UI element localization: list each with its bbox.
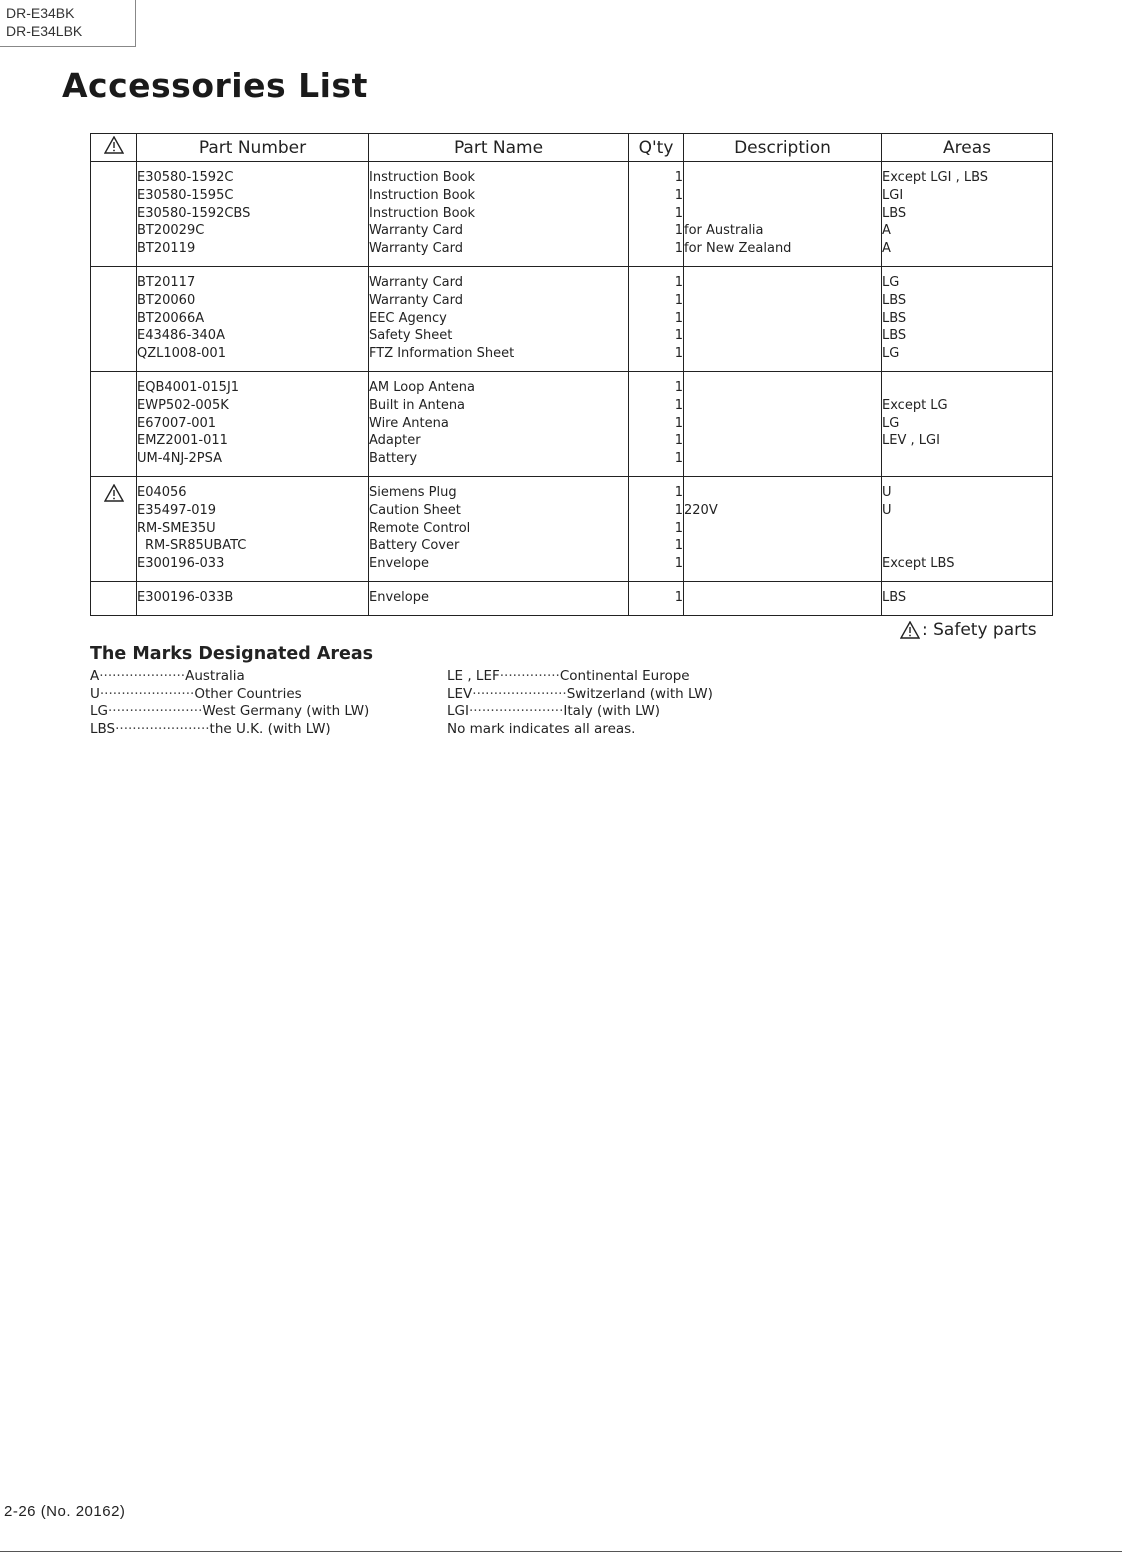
legend-label: Italy (with LW) bbox=[563, 703, 661, 719]
description-text bbox=[684, 415, 881, 433]
model-number-box bbox=[0, 0, 136, 47]
legend-item bbox=[447, 668, 713, 686]
qty-text: 1 bbox=[674, 292, 683, 308]
description-text bbox=[684, 169, 881, 187]
areas-text: U bbox=[882, 502, 892, 518]
legend-left-column bbox=[90, 668, 369, 738]
part-number-text: RM-SR85UBATC bbox=[145, 538, 247, 554]
description-text: for New Zealand bbox=[684, 241, 792, 257]
qty-text: 1 bbox=[674, 346, 683, 362]
qty-text: 1 bbox=[674, 241, 683, 257]
areas-cell bbox=[882, 581, 1053, 615]
part-name-text: Instruction Book bbox=[369, 170, 476, 185]
areas-cell bbox=[882, 266, 1053, 371]
description-cell bbox=[684, 476, 882, 581]
legend-item bbox=[90, 703, 369, 721]
part-number-text: BT20029C bbox=[137, 223, 205, 239]
part-name-text: Remote Control bbox=[369, 520, 471, 536]
legend-label: Switzerland (with LW) bbox=[566, 685, 713, 702]
areas-text: Except LBS bbox=[882, 556, 955, 572]
part-number-text: E04056 bbox=[137, 484, 187, 500]
areas-text: LEV , LGI bbox=[882, 433, 940, 449]
areas-text: LBS bbox=[882, 310, 907, 326]
safety-mark-cell bbox=[91, 581, 137, 615]
table-header-row bbox=[91, 134, 1053, 162]
part-name-text: FTZ Information Sheet bbox=[369, 346, 515, 362]
accessories-table bbox=[90, 133, 1053, 616]
areas-text: U bbox=[882, 484, 892, 500]
description-header: Description bbox=[684, 134, 882, 162]
part-number-text: E300196-033 bbox=[137, 556, 225, 572]
safety-mark-cell bbox=[91, 476, 137, 581]
part-name-text: Envelope bbox=[369, 589, 429, 605]
warning-triangle-icon bbox=[900, 621, 920, 639]
warning-triangle-icon bbox=[104, 484, 124, 502]
legend-label: the U.K. (with LW) bbox=[209, 720, 331, 737]
qty-text: 1 bbox=[674, 589, 683, 605]
areas-cell bbox=[882, 162, 1053, 267]
qty-text: 1 bbox=[674, 433, 683, 449]
part-number-text: BT20117 bbox=[137, 274, 196, 290]
areas-text: A bbox=[882, 223, 891, 239]
description-text: 220V bbox=[684, 502, 718, 518]
warning-triangle-icon bbox=[104, 136, 124, 154]
qty-text: 1 bbox=[674, 502, 683, 518]
part-name-text: Instruction Book bbox=[369, 205, 476, 221]
areas-text: LGI bbox=[882, 187, 904, 203]
safety-parts-note bbox=[900, 620, 1037, 640]
part-name-cell bbox=[369, 162, 629, 267]
legend-item bbox=[90, 668, 369, 686]
part-number-text: E300196-033B bbox=[137, 589, 234, 605]
part-name-header: Part Name bbox=[369, 134, 629, 162]
safety-mark-cell bbox=[91, 371, 137, 476]
part-name-text: Warranty Card bbox=[369, 274, 463, 290]
safety-parts-text: : Safety parts bbox=[922, 620, 1037, 640]
safety-mark-cell bbox=[91, 266, 137, 371]
legend-dots: ······················ bbox=[99, 685, 195, 702]
part-number-text: RM-SME35U bbox=[137, 520, 216, 536]
part-name-text: AM Loop Antena bbox=[369, 379, 475, 395]
part-number-cell bbox=[137, 371, 369, 476]
qty-text: 1 bbox=[674, 556, 683, 572]
description-cell bbox=[684, 371, 882, 476]
description-text bbox=[684, 327, 881, 345]
table-row-group bbox=[91, 476, 1053, 581]
part-name-text: Wire Antena bbox=[369, 415, 449, 431]
legend-right-column bbox=[447, 668, 713, 738]
legend-dots: ······················ bbox=[472, 685, 567, 702]
part-number-header: Part Number bbox=[137, 134, 369, 162]
areas-text: Except LG bbox=[882, 397, 948, 413]
description-text bbox=[684, 310, 881, 328]
description-text bbox=[684, 397, 881, 415]
safety-mark-header bbox=[91, 134, 137, 162]
qty-text: 1 bbox=[674, 520, 683, 536]
legend-code: LE , LEF bbox=[447, 668, 500, 684]
table-row-group bbox=[91, 581, 1053, 615]
legend-item bbox=[447, 686, 713, 704]
legend-dots: ·············· bbox=[499, 668, 560, 684]
description-text bbox=[684, 379, 881, 397]
qty-text: 1 bbox=[674, 451, 683, 467]
description-cell bbox=[684, 266, 882, 371]
qty-text: 1 bbox=[674, 328, 683, 344]
part-name-cell bbox=[369, 476, 629, 581]
page-title: Accessories List bbox=[62, 66, 368, 105]
areas-text bbox=[882, 537, 1052, 555]
legend-item bbox=[90, 686, 369, 704]
table-body bbox=[91, 162, 1053, 616]
legend-dots: ······················ bbox=[115, 720, 210, 737]
part-number-text: E43486-340A bbox=[137, 328, 225, 344]
table-row-group bbox=[91, 371, 1053, 476]
description-text: for Australia bbox=[684, 223, 764, 239]
description-text bbox=[684, 484, 881, 502]
legend-code: LG bbox=[90, 703, 108, 719]
legend-dots: ···················· bbox=[99, 668, 186, 684]
areas-header: Areas bbox=[882, 134, 1053, 162]
qty-text: 1 bbox=[674, 484, 683, 500]
qty-text: 1 bbox=[674, 170, 683, 185]
qty-cell bbox=[629, 581, 684, 615]
part-name-text: Battery Cover bbox=[369, 538, 460, 554]
qty-cell bbox=[629, 162, 684, 267]
areas-text: LBS bbox=[882, 328, 907, 344]
legend-dots: ······················ bbox=[107, 703, 203, 719]
areas-text bbox=[882, 450, 1052, 468]
description-text bbox=[684, 555, 881, 573]
safety-mark-cell bbox=[91, 162, 137, 267]
part-name-text: EEC Agency bbox=[369, 310, 447, 326]
part-name-text: Warranty Card bbox=[369, 223, 463, 239]
part-number-cell bbox=[137, 581, 369, 615]
legend-dots: ······················ bbox=[468, 703, 564, 719]
description-text bbox=[684, 589, 881, 607]
part-name-cell bbox=[369, 371, 629, 476]
part-name-text: Built in Antena bbox=[369, 397, 466, 413]
part-number-text: UM-4NJ-2PSA bbox=[137, 451, 222, 467]
legend-item bbox=[90, 721, 369, 739]
description-text bbox=[684, 274, 881, 292]
legend-code: A bbox=[90, 668, 100, 684]
areas-text: LG bbox=[882, 346, 900, 362]
part-number-cell bbox=[137, 266, 369, 371]
qty-text: 1 bbox=[674, 379, 683, 395]
page-number: 2-26 (No. 20162) bbox=[4, 1503, 126, 1520]
description-cell bbox=[684, 581, 882, 615]
qty-text: 1 bbox=[674, 274, 683, 290]
areas-text: Except LGI , LBS bbox=[882, 170, 989, 185]
description-text bbox=[684, 292, 881, 310]
table-row-group bbox=[91, 162, 1053, 267]
part-number-text: EQB4001-015J1 bbox=[137, 379, 240, 395]
legend-code: LGI bbox=[447, 703, 469, 719]
part-number-text: BT20060 bbox=[137, 292, 196, 308]
description-text bbox=[684, 345, 881, 363]
part-name-text: Caution Sheet bbox=[369, 502, 461, 518]
qty-cell bbox=[629, 371, 684, 476]
part-number-cell bbox=[137, 476, 369, 581]
legend-label: Continental Europe bbox=[559, 668, 690, 684]
areas-text: LBS bbox=[882, 589, 907, 605]
part-name-text: Warranty Card bbox=[369, 241, 463, 257]
model-number-1: DR-E34BK bbox=[6, 5, 75, 21]
part-number-text: BT20119 bbox=[137, 241, 196, 257]
areas-text bbox=[882, 520, 1052, 538]
qty-text: 1 bbox=[674, 415, 683, 431]
legend-label: Other Countries bbox=[194, 685, 302, 702]
legend-code: U bbox=[90, 685, 100, 702]
legend-label: West Germany (with LW) bbox=[202, 703, 370, 719]
areas-text: LG bbox=[882, 415, 900, 431]
qty-text: 1 bbox=[674, 310, 683, 326]
description-text bbox=[684, 205, 881, 223]
part-number-text: BT20066A bbox=[137, 310, 205, 326]
qty-cell bbox=[629, 476, 684, 581]
legend-code: LEV bbox=[447, 685, 473, 702]
qty-text: 1 bbox=[674, 397, 683, 413]
part-number-text: EMZ2001-011 bbox=[137, 433, 228, 449]
part-name-cell bbox=[369, 581, 629, 615]
description-text bbox=[684, 432, 881, 450]
part-number-text: EWP502-005K bbox=[137, 397, 229, 413]
qty-header: Q'ty bbox=[629, 134, 684, 162]
part-number-text: E30580-1592CBS bbox=[137, 205, 251, 221]
part-number-cell bbox=[137, 162, 369, 267]
legend-label: Australia bbox=[185, 668, 245, 684]
part-name-text: Adapter bbox=[369, 433, 421, 449]
legend-item bbox=[447, 703, 713, 721]
part-name-text: Battery bbox=[369, 451, 418, 467]
part-number-text: E67007-001 bbox=[137, 415, 217, 431]
part-number-text: E30580-1592C bbox=[137, 170, 234, 185]
part-name-text: Instruction Book bbox=[369, 187, 476, 203]
description-text bbox=[684, 537, 881, 555]
qty-text: 1 bbox=[674, 187, 683, 203]
legend-title: The Marks Designated Areas bbox=[90, 644, 374, 664]
areas-text: LG bbox=[882, 274, 900, 290]
table-row-group bbox=[91, 266, 1053, 371]
part-name-text: Warranty Card bbox=[369, 292, 463, 308]
bottom-rule bbox=[0, 1551, 1122, 1552]
qty-text: 1 bbox=[674, 223, 683, 239]
qty-text: 1 bbox=[674, 538, 683, 554]
description-cell bbox=[684, 162, 882, 267]
qty-cell bbox=[629, 266, 684, 371]
legend-code: LBS bbox=[90, 720, 116, 737]
qty-text: 1 bbox=[674, 205, 683, 221]
areas-text bbox=[882, 379, 1052, 397]
areas-text: A bbox=[882, 241, 891, 257]
part-name-text: Siemens Plug bbox=[369, 484, 457, 500]
part-number-text: E30580-1595C bbox=[137, 187, 234, 203]
part-name-cell bbox=[369, 266, 629, 371]
part-name-text: Envelope bbox=[369, 556, 429, 572]
part-number-text: QZL1008-001 bbox=[137, 346, 226, 362]
areas-cell bbox=[882, 476, 1053, 581]
areas-cell bbox=[882, 371, 1053, 476]
description-text bbox=[684, 187, 881, 205]
model-number-2: DR-E34LBK bbox=[6, 23, 83, 39]
description-text bbox=[684, 450, 881, 468]
description-text bbox=[684, 520, 881, 538]
areas-text: LBS bbox=[882, 205, 907, 221]
areas-text: LBS bbox=[882, 292, 907, 308]
legend-note: No mark indicates all areas. bbox=[447, 720, 636, 737]
part-number-text: E35497-019 bbox=[137, 502, 217, 518]
part-name-text: Safety Sheet bbox=[369, 328, 453, 344]
